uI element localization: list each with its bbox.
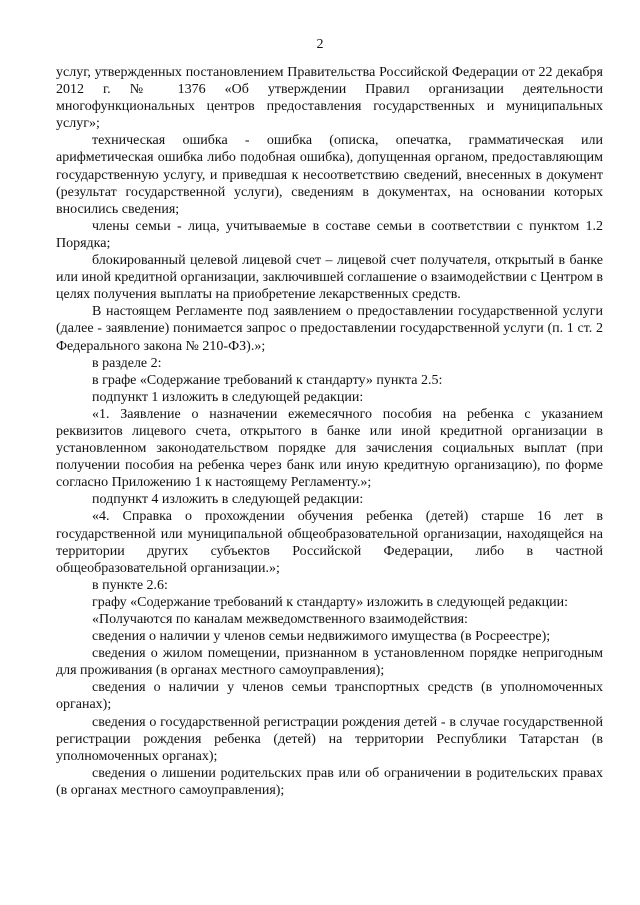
- paragraph: техническая ошибка - ошибка (описка, опечатка, грамматическая или арифметическая ошибка либо подобная ошибка), допущенная органом, предоставляющим государственную услугу, и приведшая к несоответствию сведений, внесенных в документ (результат государственной услуги), сведениям в документах, на основании которых вносились сведения;: [56, 133, 603, 217]
- paragraph: сведения о государственной регистрации рождения детей - в случае государственной регистрации рождения ребенка (детей) на территории Республики Татарстан (в уполномоченных органах);: [56, 714, 603, 764]
- paragraph: подпункт 4 изложить в следующей редакции:: [92, 492, 364, 508]
- paragraph: сведения о жилом помещении, признанном в установленном порядке непригодным для проживания (в органах местного самоуправления);: [56, 646, 603, 679]
- paragraph: «1. Заявление о назначении ежемесячного пособия на ребенка с указанием реквизитов лицевого счета, открытого в банке или иной кредитной организации в установленном законодательством порядке для зачисления социальных выплат (при получении пособия на ребенка через банк или иную кредитную организацию), по форме согласно Приложению 1 к настоящему Регламенту.»;: [56, 406, 603, 491]
- paragraph: сведения о наличии у членов семьи транспортных средств (в уполномоченных органах);: [56, 680, 603, 713]
- paragraph: «Получаются по каналам межведомственного взаимодействия:: [92, 612, 468, 627]
- paragraph: члены семьи - лица, учитываемые в составе семьи в соответствии с пунктом 1.2 Порядка;: [56, 218, 603, 251]
- paragraph: графу «Содержание требований к стандарту» изложить в следующей редакции:: [92, 594, 568, 610]
- paragraph: в графе «Содержание требований к стандарту» пункта 2.5:: [92, 372, 443, 388]
- paragraph: В настоящем Регламенте под заявлением о предоставлении государственной услуги (далее - заявление) понимается запрос о предоставлении государственной услуги (п. 1 ст. 2 Федерального закона № 210-ФЗ).»;: [56, 304, 603, 354]
- page-number: 2: [316, 37, 324, 52]
- paragraph: в разделе 2:: [92, 355, 162, 371]
- paragraph: «4. Справка о прохождении обучения ребенка (детей) старше 16 лет в государственной или муниципальной общеобразовательной организации, находящейся на территории других субъектов Российской Федерации, либо в частной общеобразовательной организации.»;: [56, 509, 603, 576]
- paragraph: сведения о лишении родительских прав или об ограничении в родительских правах (в органах местного самоуправления);: [56, 765, 603, 798]
- paragraph: сведения о наличии у членов семьи недвижимого имущества (в Росреестре);: [92, 629, 551, 645]
- paragraph: блокированный целевой лицевой счет – лицевой счет получателя, открытый в банке или иной кредитной организации, заключившей соглашение о взаимодействии с Центром в целях получения выплаты на приобретение лекарственных средств.: [56, 253, 603, 303]
- document-body: [56, 64, 603, 799]
- paragraph: подпункт 1 изложить в следующей редакции:: [92, 389, 364, 405]
- paragraph: в пункте 2.6:: [92, 577, 168, 593]
- paragraph: услуг, утвержденных постановлением Правительства Российской Федерации от 22 декабря 2012 г. № 1376 «Об утверждении Правил организации деятельности многофункциональных центров предоставления государственных и муниципальных услуг»;: [56, 65, 603, 132]
